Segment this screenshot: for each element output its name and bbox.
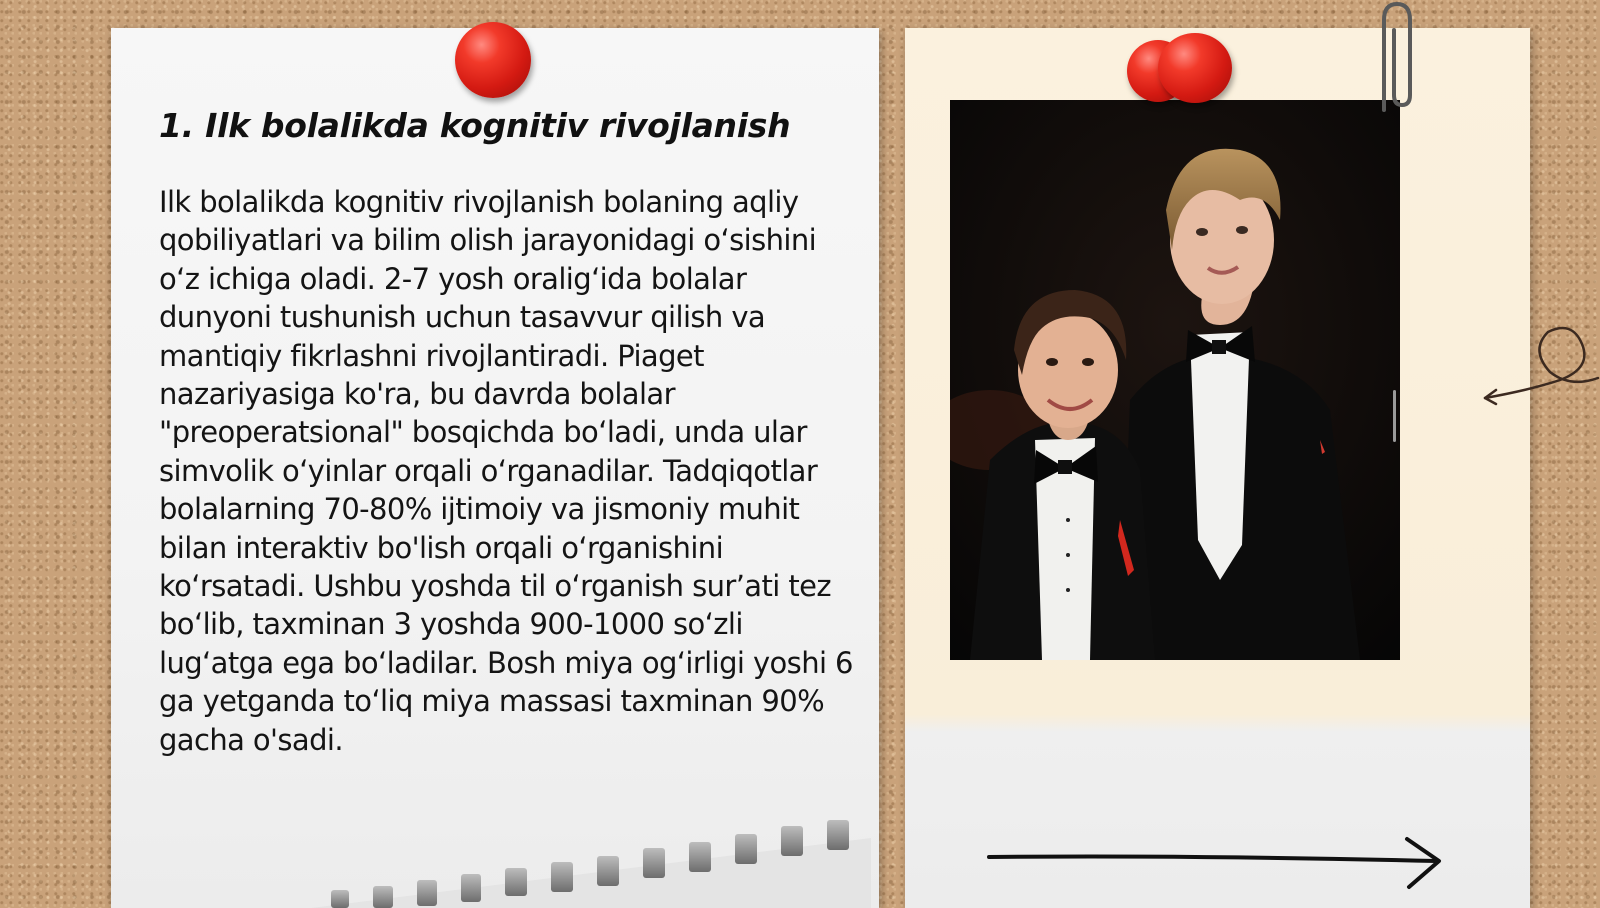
photo-illustration [950, 100, 1400, 660]
paperclip-icon [1372, 0, 1422, 120]
scrollbar-thumb[interactable] [1393, 390, 1396, 442]
slide-title: 1. Ilk bolalikda kognitiv rivojlanish [159, 106, 791, 145]
red-push-pin-icon [1158, 33, 1232, 103]
left-paper-note [111, 28, 879, 908]
red-push-pin-icon [455, 22, 531, 98]
arrow-right-icon [985, 835, 1450, 895]
torn-notebook-edge [311, 798, 871, 908]
slide-body-text: Ilk bolalikda kognitiv rivojlanish bolaning aqliy qobiliyatlari va bilim olish jarayonidagi o‘sishini o‘z ichiga oladi. 2-7 yosh oralig‘ida bolalar dunyoni tushunish uchun tasavvur qilish va mantiqiy fikrlashni rivojlantiradi. Piaget nazariyasiga ko'ra, bu davrda bolalar "preoperatsional" bosqichda bo‘ladi, unda ular simvolik o‘yinlar orqali o‘rganadilar. Tadqiqotlar bolalarning 70-80% ijtimoiy va jismoniy muhit bilan interaktiv bo'lish orqali o‘rganishini ko‘rsatadi. Ushbu yoshda til o‘rganish sur’ati tez bo‘lib, taxminan 3 yoshda 900-1000 so‘zli lug‘atga ega bo‘ladilar. Bosh miya og‘irligi yoshi 6 ga yetganda to‘liq miya massasi taxminan 90% gacha o'sadi. [159, 185, 853, 757]
photo [950, 100, 1400, 660]
hand-drawn-swirl-arrow-icon [1480, 310, 1600, 410]
